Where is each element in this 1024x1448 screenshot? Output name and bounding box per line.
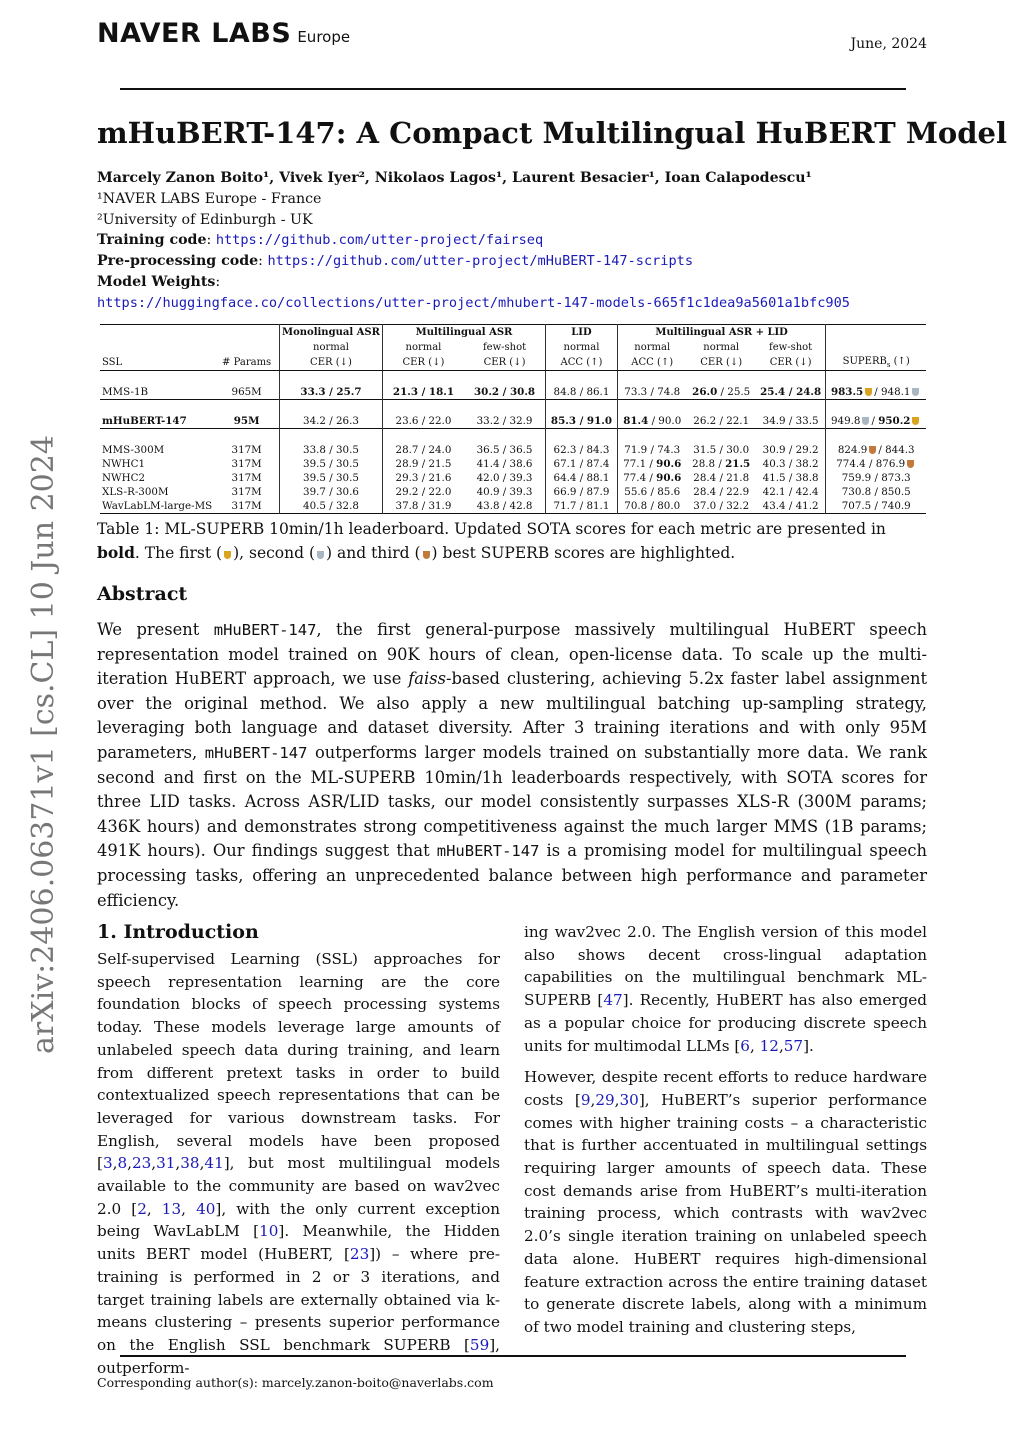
superb-cell: 774.4 / 876.9 <box>826 457 926 471</box>
training-code-line: Training code: https://github.com/utter-project/fairseq <box>97 232 544 249</box>
setting-normal: normal <box>405 342 442 353</box>
table-row: WavLabLM-large-MS 317M 40.5 / 32.8 37.8 / 31.9 43.8 / 42.8 71.7 / 81.1 70.8 / 80.0 37.0 / 32.2 43.4 / 41.2 707.5 / 740.9 <box>100 499 926 514</box>
table-caption: Table 1: ML-SUPERB 10min/1h leaderboard. Updated SOTA scores for each metric are presented in bold. The first ( ), second ( ) and third ( ) best SUPERB scores are highlighted. <box>97 520 886 562</box>
abstract-heading: Abstract <box>97 583 188 605</box>
group-multi-asr: Multilingual ASR <box>382 325 545 341</box>
paragraph: However, despite recent efforts to reduce hardware costs [9,29,30], HuBERT’s superior performance comes with higher training costs – a characteristic that is further accentuated in multilingual settings requiring larger amounts of speech data. These cost demands arise from HuBERT’s multi-iteration training process, which contrasts with wav2vec 2.0’s single iteration training on unlabeled speech data alone. HuBERT requires high-dimensional feature extraction across the entire training dataset to generate discrete labels, along with a minimum of two model training and clustering steps, <box>524 1068 928 1336</box>
col-acc: ACC (↑) <box>617 355 686 371</box>
table-row: mHuBERT-147 95M 34.2 / 26.3 23.6 / 22.0 33.2 / 32.9 85.3 / 91.0 81.4 / 90.0 26.2 / 22.1 34.9 / 33.5 949.8 / 950.2 <box>100 414 926 429</box>
col-params: # Params <box>214 355 279 371</box>
silver-medal-icon <box>862 417 869 425</box>
naver-labs-logo <box>97 18 350 49</box>
model-weights-label: Model Weights <box>97 273 216 290</box>
group-mono-asr: Monolingual ASR <box>280 325 383 341</box>
col-ssl: SSL <box>100 355 214 371</box>
col-acc: ACC (↑) <box>546 355 618 371</box>
col-cer: CER (↓) <box>687 355 756 371</box>
col-cer: CER (↓) <box>464 355 546 371</box>
arxiv-stamp: arXiv:2406.06371v1 [cs.CL] 10 Jun 2024 <box>26 435 61 1054</box>
group-multi-asr-lid: Multilingual ASR + LID <box>617 325 826 341</box>
table-row: XLS-R-300M 317M 39.7 / 30.6 29.2 / 22.0 40.9 / 39.3 66.9 / 87.9 55.6 / 85.6 28.4 / 22.9 42.1 / 42.4 730.8 / 850.5 <box>100 485 926 499</box>
training-code-link[interactable]: https://github.com/utter-project/fairseq <box>215 232 544 249</box>
preproc-code-link[interactable]: https://github.com/utter-project/mHuBERT-147-scripts <box>267 253 694 270</box>
intro-right-column <box>524 921 927 1339</box>
model-weights-link[interactable]: https://huggingface.co/collections/utter-project/mhubert-147-models-665f1c1dea9a5601a1bfc905 <box>97 294 850 311</box>
silver-medal-icon <box>317 551 324 559</box>
table-row: NWHC2 317M 39.5 / 30.5 29.3 / 21.6 42.0 / 39.3 64.4 / 88.1 77.4 / 90.6 28.4 / 21.8 41.5 / 38.8 759.9 / 873.3 <box>100 471 926 485</box>
table-header-groups <box>100 325 926 341</box>
bronze-medal-icon <box>869 446 876 454</box>
col-superb: $SUPERB_s$ (↑) <box>826 355 926 371</box>
table-header-settings <box>100 340 926 355</box>
intro-heading: 1. Introduction <box>97 921 259 943</box>
intro-left-column: Self-supervised Learning (SSL) approaches for speech representation learning are the core foundation blocks of speech processing systems today. These models leverage large amounts of unlabeled speech data during training, and learn from different pretext tasks in order to build contextualized speech representations that can be leveraged for various downstream tasks. For English, several models have been proposed [3,8,23,31,38,41], but most multilingual models available to the community are based on wav2vec 2.0 [2, 13, 40], with the only current exception being WavLabLM [10]. Meanwhile, the Hidden units BERT model (HuBERT, [23]) – where pre-training is performed in 2 or 3 iterations, and target training labels are externally obtained via k-means clustering – presents superior performance on the English SSL benchmark SUPERB [59], outperform- <box>97 950 501 1377</box>
preproc-code-line: Pre-processing code: https://github.com/utter-project/mHuBERT-147-scripts <box>97 253 694 270</box>
setting-normal: normal <box>703 342 740 353</box>
bold-partial-cell: 81.4 / 90.0 <box>623 415 682 427</box>
setting-fewshot: few-shot <box>464 340 546 355</box>
logo-subtext: Europe <box>297 28 351 46</box>
col-cer: CER (↓) <box>382 355 464 371</box>
footer-rule <box>120 1355 906 1357</box>
bold-partial-cell: 28.8 / 21.5 <box>692 458 751 470</box>
paper-title: mHuBERT-147: A Compact Multilingual HuBERT Model <box>97 116 1008 150</box>
table-row: MMS-1B 965M 33.3 / 25.7 21.3 / 18.1 30.2 / 30.8 84.8 / 86.1 73.3 / 74.8 26.0 / 25.5 25.4 / 24.8 983.5 / 948.1 <box>100 385 926 400</box>
footer-note: Corresponding author(s): marcely.zanon-boito@naverlabs.com <box>97 1375 494 1390</box>
col-cer: CER (↓) <box>280 355 383 371</box>
gold-medal-icon <box>865 388 872 396</box>
silver-medal-icon <box>912 388 919 396</box>
table-row: MMS-300M 317M 33.8 / 30.5 28.7 / 24.0 36.5 / 36.5 62.3 / 84.3 71.9 / 74.3 31.5 / 30.0 30.9 / 29.2 824.9 / 844.3 <box>100 443 926 457</box>
col-cer: CER (↓) <box>756 355 826 371</box>
superb-cell: 759.9 / 873.3 <box>841 472 911 484</box>
training-code-label: Training code <box>97 232 207 249</box>
table-row: NWHC1 317M 39.5 / 30.5 28.9 / 21.5 41.4 / 38.6 67.1 / 87.4 77.1 / 90.6 28.8 / 21.5 40.3 / 38.2 774.4 / 876.9 <box>100 457 926 471</box>
authors: Marcely Zanon Boito¹, Vivek Iyer², Nikolaos Lagos¹, Laurent Besacier¹, Ioan Calapodescu¹ <box>97 170 812 186</box>
gold-medal-icon <box>912 417 919 425</box>
bold-partial-cell: 77.4 / 90.6 <box>623 472 682 484</box>
superb-cell: 949.8 / 950.2 <box>826 414 926 429</box>
model-weights-url-line <box>97 293 927 314</box>
table-header-metrics <box>100 355 926 371</box>
header-date: June, 2024 <box>850 36 927 52</box>
superb-cell: 983.5 / 948.1 <box>826 385 926 400</box>
model-weights-line: Model Weights: <box>97 273 221 290</box>
setting-normal: normal <box>634 342 671 353</box>
superb-cell: 824.9 / 844.3 <box>837 444 915 456</box>
superb-cell: 730.8 / 850.5 <box>841 486 911 498</box>
superb-cell: 707.5 / 740.9 <box>841 500 911 512</box>
header-rule <box>120 88 906 90</box>
bold-partial-cell: 26.0 / 25.5 <box>692 386 751 398</box>
gold-medal-icon <box>224 551 231 559</box>
abstract-body: We present mHuBERT-147, the first general-purpose massively multilingual HuBERT speech representation model trained on 90K hours of clean, open-license data. To scale up the multi-iteration HuBERT approach, we use faiss-based clustering, achieving 5.2x faster label assignment over the original method. We also apply a new multilingual batching up-sampling strategy, leveraging both language and dataset diversity. After 3 training iterations and with only 95M parameters, mHuBERT-147 outperforms larger models trained on substantially more data. We rank second and first on the ML-SUPERB 10min/1h leaderboards respectively, with SOTA scores for three LID tasks. Across ASR/LID tasks, our model consistently surpasses XLS-R (300M params; 436K hours) and demonstrates strong competitiveness against the much larger MMS (1B params; 491K hours). Our findings suggest that mHuBERT-147 is a promising model for multilingual speech processing tasks, offering an unprecedented balance between high performance and parameter efficiency. <box>97 620 927 910</box>
affiliation-2: ²University of Edinburgh - UK <box>97 211 313 228</box>
preproc-code-label: Pre-processing code <box>97 253 259 270</box>
leaderboard-table <box>100 324 926 514</box>
bold-partial-cell: 77.1 / 90.6 <box>623 458 682 470</box>
paragraph: ing wav2vec 2.0. The English version of this model also shows decent cross-lingual adaptation capabilities on the multilingual benchmark ML-SUPERB [47]. Recently, HuBERT has also emerged as a popular choice for producing discrete speech units for multimodal LLMs [6, 12,57]. <box>524 923 928 1055</box>
group-lid: LID <box>546 325 618 341</box>
paper-meta <box>97 168 927 314</box>
setting-normal: normal <box>546 340 618 355</box>
affiliation-1: ¹NAVER LABS Europe - France <box>97 190 322 207</box>
bronze-medal-icon <box>423 551 430 559</box>
setting-normal: normal <box>280 340 383 355</box>
setting-fewshot: few-shot <box>756 340 826 355</box>
logo-text: NAVER LABS <box>97 18 292 49</box>
bronze-medal-icon <box>907 460 914 468</box>
